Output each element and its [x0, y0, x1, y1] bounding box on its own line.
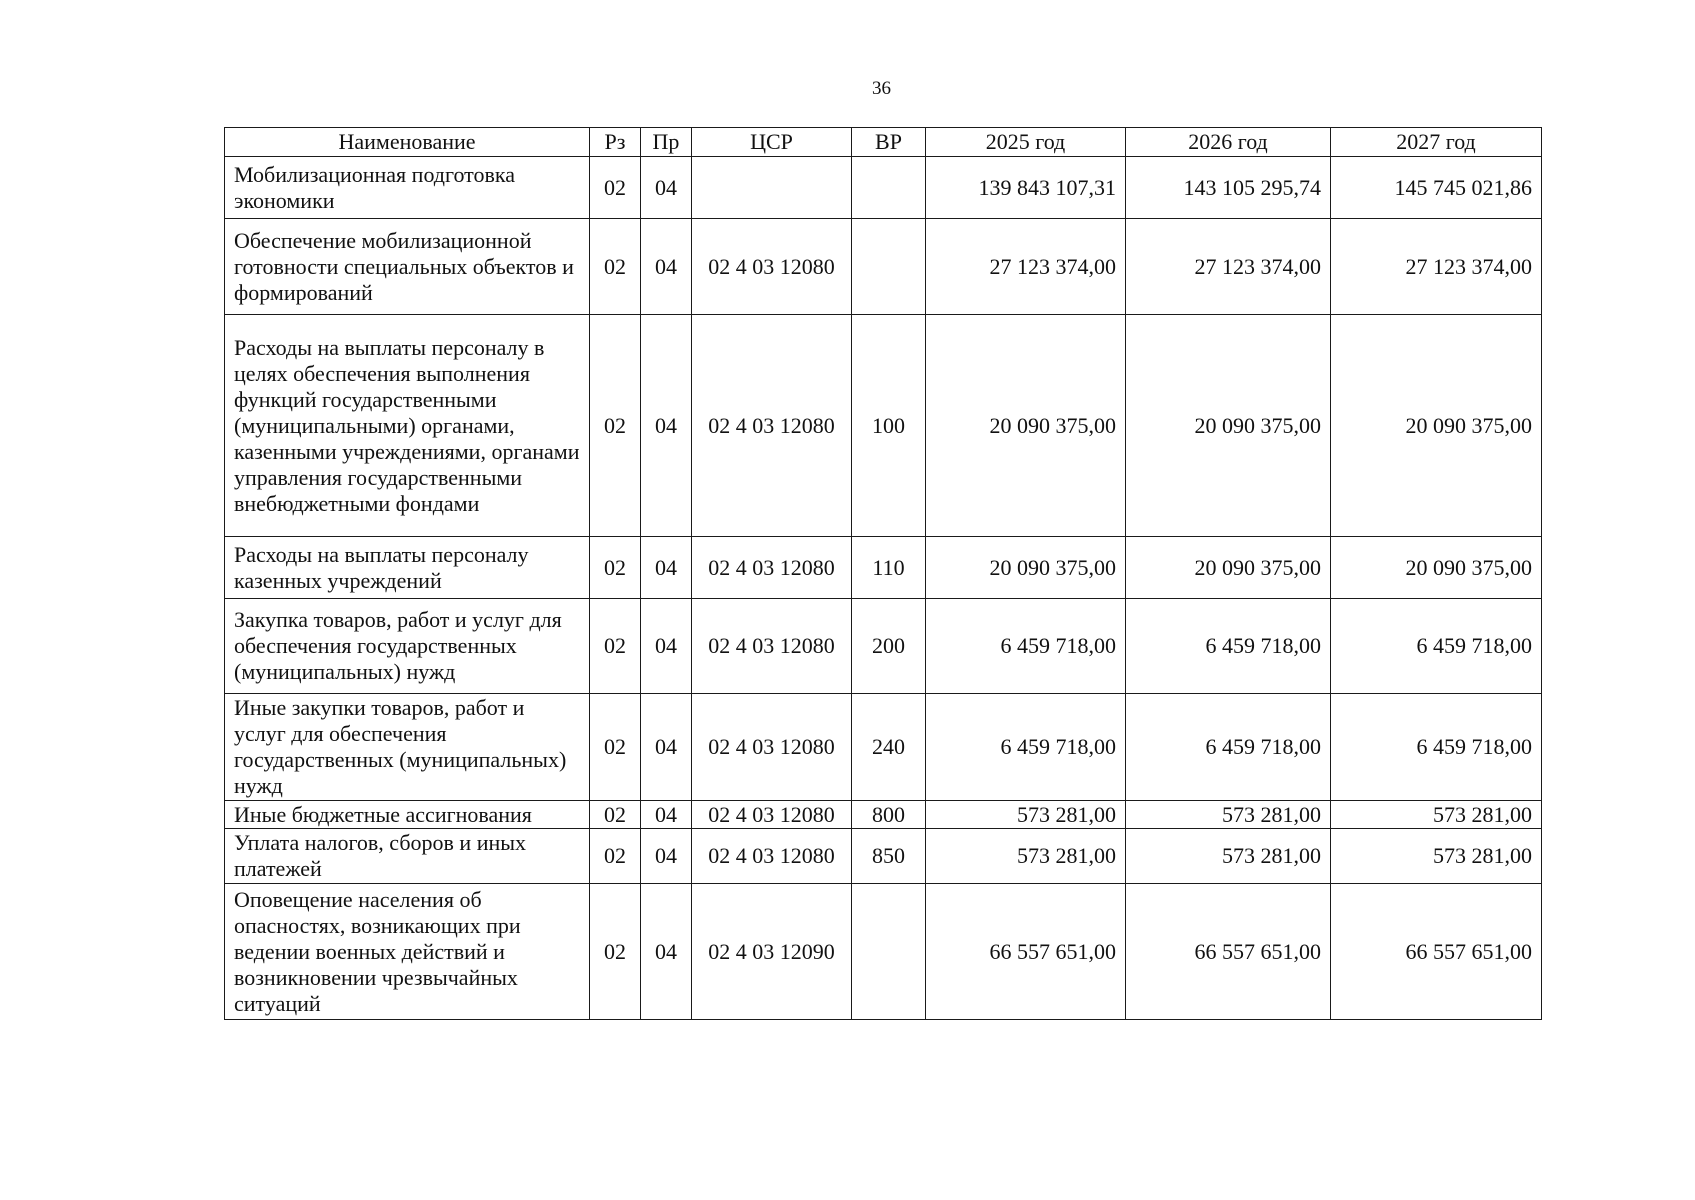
row-name: Уплата налогов, сборов и иных платежей: [225, 829, 590, 884]
row-csr: 02 4 03 12090: [692, 884, 852, 1020]
row-name: Мобилизационная подготовка экономики: [225, 157, 590, 219]
table-row: [225, 157, 1542, 219]
row-2027: 6 459 718,00: [1331, 694, 1542, 801]
row-csr: 02 4 03 12080: [692, 315, 852, 537]
table-header-row: [225, 128, 1542, 157]
table-row: [225, 694, 1542, 801]
header-vr: ВР: [852, 128, 926, 157]
row-2027: 20 090 375,00: [1331, 315, 1542, 537]
table-row: [225, 599, 1542, 694]
row-2026: 573 281,00: [1126, 829, 1331, 884]
header-csr: ЦСР: [692, 128, 852, 157]
table-row: [225, 219, 1542, 315]
row-pr: 04: [641, 694, 692, 801]
header-rz: Рз: [590, 128, 641, 157]
row-rz: 02: [590, 801, 641, 829]
budget-table: [224, 127, 1542, 1020]
row-name: Закупка товаров, работ и услуг для обеспечения государственных (муниципальных) нужд: [225, 599, 590, 694]
table-row: [225, 884, 1542, 1020]
row-2026: 20 090 375,00: [1126, 537, 1331, 599]
row-rz: 02: [590, 157, 641, 219]
row-rz: 02: [590, 219, 641, 315]
row-2026: 6 459 718,00: [1126, 599, 1331, 694]
row-2027: 145 745 021,86: [1331, 157, 1542, 219]
row-csr: 02 4 03 12080: [692, 219, 852, 315]
table-row: [225, 315, 1542, 537]
row-2025: 139 843 107,31: [926, 157, 1126, 219]
row-csr: [692, 157, 852, 219]
row-2025: 27 123 374,00: [926, 219, 1126, 315]
row-name: Обеспечение мобилизационной готовности специальных объектов и формирований: [225, 219, 590, 315]
row-name: Расходы на выплаты персоналу казенных учреждений: [225, 537, 590, 599]
page-number: 36: [872, 78, 891, 99]
table-row: [225, 537, 1542, 599]
header-2026: 2026 год: [1126, 128, 1331, 157]
table-row: [225, 801, 1542, 829]
row-vr: [852, 219, 926, 315]
row-2025: 20 090 375,00: [926, 315, 1126, 537]
row-pr: 04: [641, 315, 692, 537]
row-2027: 20 090 375,00: [1331, 537, 1542, 599]
row-name: Иные закупки товаров, работ и услуг для обеспечения государственных (муниципальных) нужд: [225, 694, 590, 801]
row-name: Оповещение населения об опасностях, возникающих при ведении военных действий и возникновении чрезвычайных ситуаций: [225, 884, 590, 1020]
header-name: Наименование: [225, 128, 590, 157]
row-2026: 66 557 651,00: [1126, 884, 1331, 1020]
row-pr: 04: [641, 599, 692, 694]
row-pr: 04: [641, 537, 692, 599]
row-rz: 02: [590, 694, 641, 801]
row-2025: 6 459 718,00: [926, 599, 1126, 694]
row-2026: 6 459 718,00: [1126, 694, 1331, 801]
row-vr: [852, 884, 926, 1020]
row-2025: 6 459 718,00: [926, 694, 1126, 801]
row-rz: 02: [590, 829, 641, 884]
row-rz: 02: [590, 884, 641, 1020]
row-pr: 04: [641, 157, 692, 219]
row-2025: 573 281,00: [926, 829, 1126, 884]
header-2025: 2025 год: [926, 128, 1126, 157]
row-rz: 02: [590, 315, 641, 537]
row-pr: 04: [641, 801, 692, 829]
row-2027: 573 281,00: [1331, 801, 1542, 829]
row-2027: 573 281,00: [1331, 829, 1542, 884]
row-2025: 573 281,00: [926, 801, 1126, 829]
row-csr: 02 4 03 12080: [692, 801, 852, 829]
row-vr: 800: [852, 801, 926, 829]
row-2027: 27 123 374,00: [1331, 219, 1542, 315]
row-vr: [852, 157, 926, 219]
row-vr: 200: [852, 599, 926, 694]
row-vr: 240: [852, 694, 926, 801]
header-2027: 2027 год: [1331, 128, 1542, 157]
row-rz: 02: [590, 537, 641, 599]
row-rz: 02: [590, 599, 641, 694]
row-vr: 110: [852, 537, 926, 599]
row-2027: 66 557 651,00: [1331, 884, 1542, 1020]
row-vr: 850: [852, 829, 926, 884]
row-2026: 27 123 374,00: [1126, 219, 1331, 315]
row-pr: 04: [641, 829, 692, 884]
row-2026: 20 090 375,00: [1126, 315, 1331, 537]
row-2025: 20 090 375,00: [926, 537, 1126, 599]
row-csr: 02 4 03 12080: [692, 599, 852, 694]
row-vr: 100: [852, 315, 926, 537]
row-csr: 02 4 03 12080: [692, 829, 852, 884]
row-name: Иные бюджетные ассигнования: [225, 801, 590, 829]
row-2026: 143 105 295,74: [1126, 157, 1331, 219]
row-name: Расходы на выплаты персоналу в целях обеспечения выполнения функций государственными (муниципальными) органами, казенными учреждениями, органами управления государственными внебюджетными фондами: [225, 315, 590, 537]
row-2025: 66 557 651,00: [926, 884, 1126, 1020]
row-csr: 02 4 03 12080: [692, 694, 852, 801]
row-pr: 04: [641, 884, 692, 1020]
table-row: [225, 829, 1542, 884]
row-csr: 02 4 03 12080: [692, 537, 852, 599]
row-pr: 04: [641, 219, 692, 315]
row-2026: 573 281,00: [1126, 801, 1331, 829]
header-pr: Пр: [641, 128, 692, 157]
row-2027: 6 459 718,00: [1331, 599, 1542, 694]
